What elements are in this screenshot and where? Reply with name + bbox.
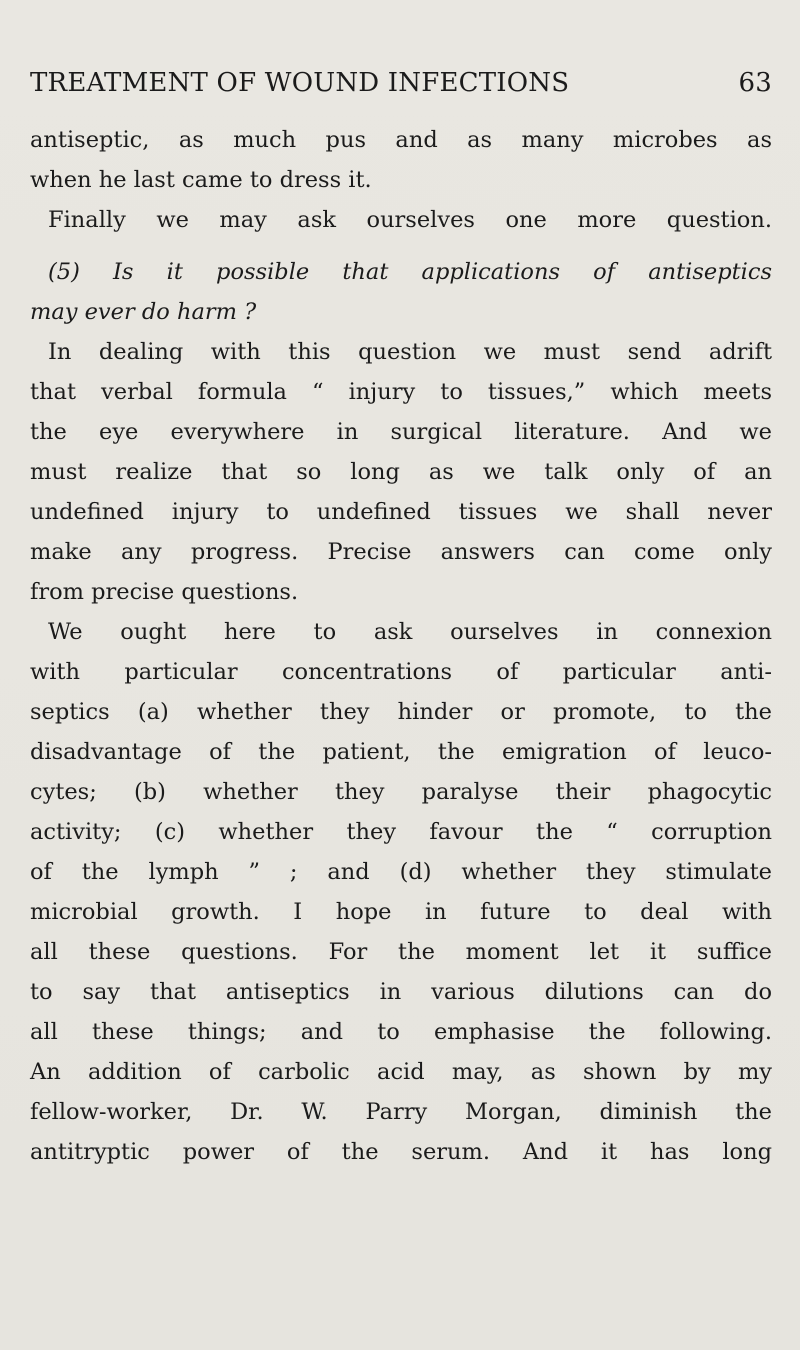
text-line: when he last came to dress it. bbox=[30, 167, 372, 193]
text-line: An addition of carbolic acid may, as shown by my bbox=[30, 1059, 772, 1085]
chapter-title: TREATMENT OF WOUND INFECTIONS bbox=[30, 68, 570, 98]
text-line: make any progress. Precise answers can come only bbox=[30, 539, 772, 565]
text-line: microbial growth. I hope in future to deal with bbox=[30, 899, 772, 925]
running-head bbox=[30, 66, 772, 100]
text-line: the eye everywhere in surgical literature. And we bbox=[30, 419, 772, 445]
text-line: of the lymph ” ; and (d) whether they stimulate bbox=[30, 859, 772, 885]
text-line: antitryptic power of the serum. And it has long bbox=[30, 1139, 772, 1165]
page-number: 63 bbox=[738, 68, 772, 98]
text-line: undefined injury to undefined tissues we shall never bbox=[30, 499, 772, 525]
text-line: that verbal formula “ injury to tissues,” which meets bbox=[30, 379, 772, 405]
text-line: septics (a) whether they hinder or promote, to the bbox=[30, 699, 772, 725]
text-line: must realize that so long as we talk only of an bbox=[30, 459, 772, 485]
text-line: disadvantage of the patient, the emigration of leuco- bbox=[30, 739, 772, 765]
text-line: activity; (c) whether they favour the “ corruption bbox=[30, 819, 772, 845]
text-line: antiseptic, as much pus and as many microbes as bbox=[30, 127, 772, 153]
section-question-line: (5) Is it possible that applications of antiseptics bbox=[48, 259, 772, 285]
text-line: Finally we may ask ourselves one more question. bbox=[48, 207, 772, 233]
section-question-line: may ever do harm ? bbox=[30, 299, 257, 325]
text-line: from precise questions. bbox=[30, 579, 299, 605]
text-line: cytes; (b) whether they paralyse their phagocytic bbox=[30, 779, 772, 805]
text-line: with particular concentrations of particular anti- bbox=[30, 659, 772, 685]
text-line: all these questions. For the moment let it suffice bbox=[30, 939, 772, 965]
text-line: to say that antiseptics in various dilutions can do bbox=[30, 979, 772, 1005]
text-line: We ought here to ask ourselves in connexion bbox=[48, 619, 772, 645]
text-line: fellow-worker, Dr. W. Parry Morgan, diminish the bbox=[30, 1099, 772, 1125]
text-line: all these things; and to emphasise the following. bbox=[30, 1019, 772, 1045]
text-line: In dealing with this question we must send adrift bbox=[48, 339, 772, 365]
